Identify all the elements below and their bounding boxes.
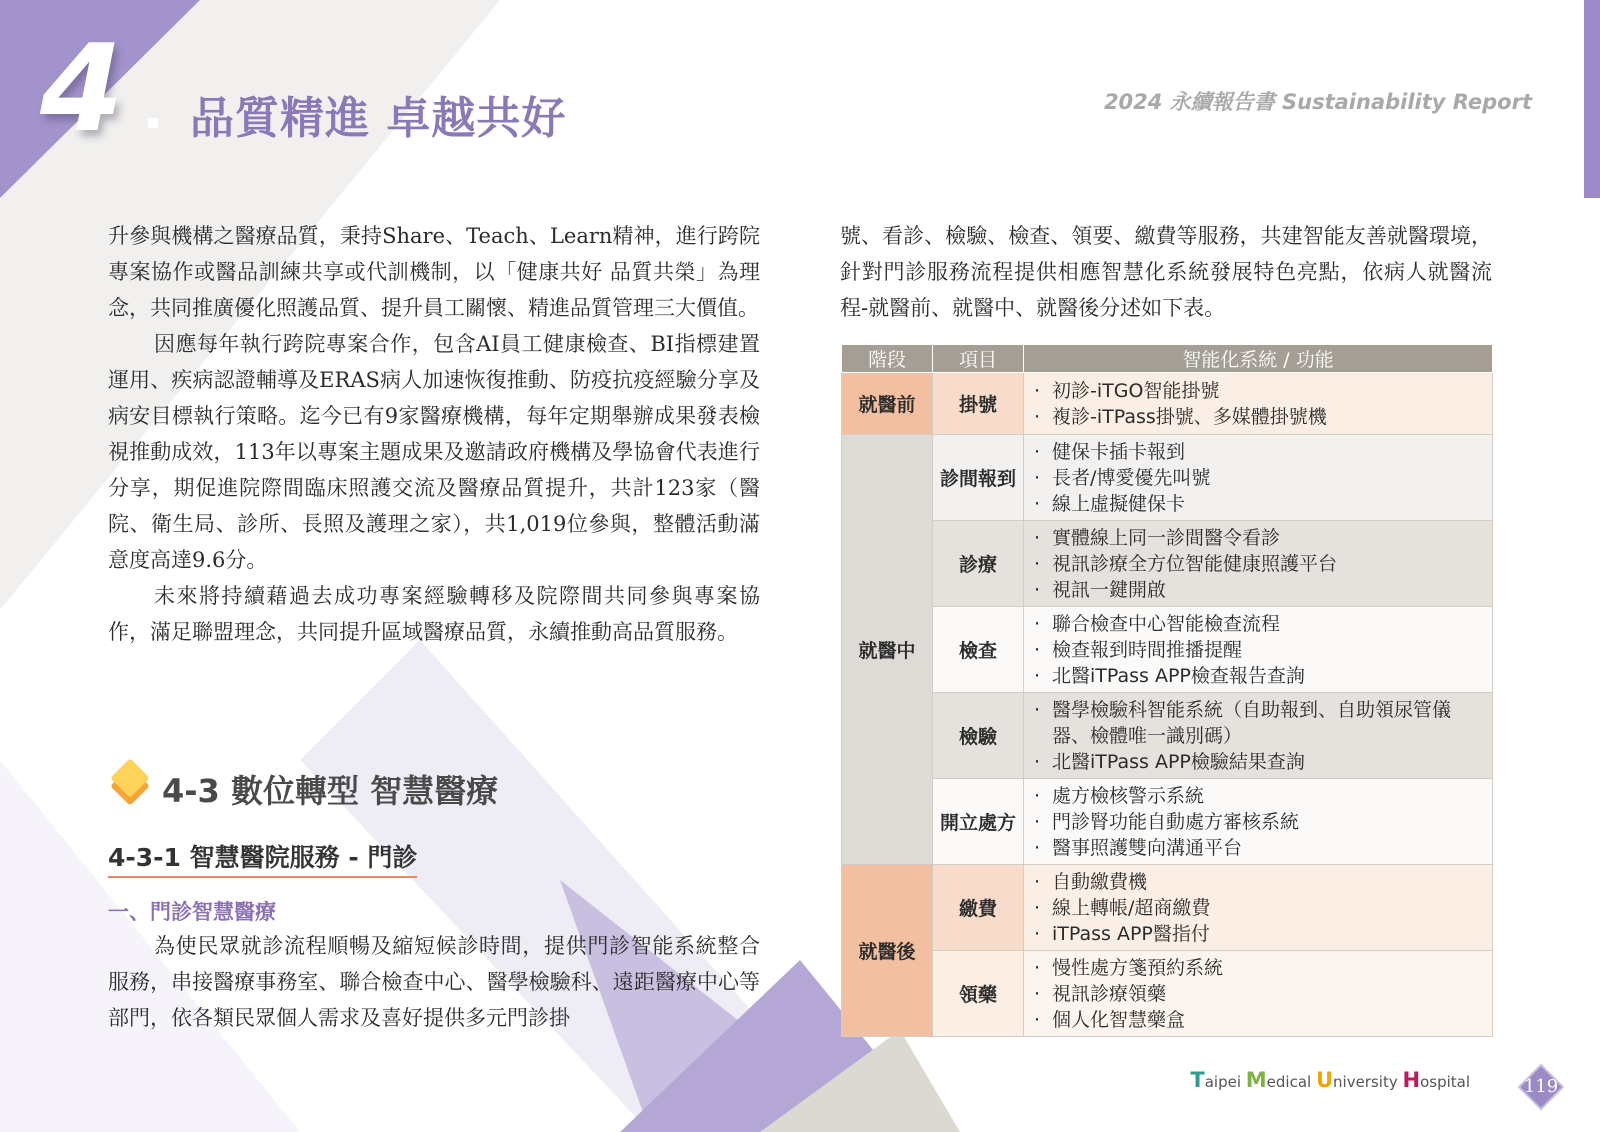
item-cell: 繳費 <box>933 865 1024 951</box>
bullet: ‧ <box>1034 750 1041 773</box>
bullet: ‧ <box>1034 664 1041 687</box>
subsection-title: 4-3-1 智慧醫院服務 - 門診 <box>108 838 417 878</box>
paragraph: 為使民眾就診流程順暢及縮短候診時間，提供門診智能系統整合服務，串接醫療事務室、聯合檢查中心、醫學檢驗科、遠距醫療中心等部門，依各類民眾個人需求及喜好提供多元門診掛 <box>108 934 760 1030</box>
bullet: ‧ <box>1034 405 1041 428</box>
feature-text: 視訊一鍵開啟 <box>1052 578 1167 601</box>
feature-item <box>1034 981 1488 1007</box>
feature-text: 個人化智慧藥盒 <box>1052 1008 1186 1031</box>
header-stage: 階段 <box>842 345 933 373</box>
feature-text: 檢查報到時間推播提醒 <box>1052 638 1243 661</box>
stage-cell: 就醫前 <box>842 373 933 435</box>
feature-item <box>1034 404 1488 430</box>
stage-cell: 就醫中 <box>842 435 933 865</box>
bullet: ‧ <box>1034 638 1041 661</box>
feature-item <box>1034 525 1488 551</box>
brand-word: aipei <box>1204 1073 1246 1091</box>
table-row <box>842 435 1493 521</box>
feature-cell <box>1024 521 1493 607</box>
feature-cell <box>1024 779 1493 865</box>
stage-cell: 就醫後 <box>842 865 933 1037</box>
feature-cell <box>1024 865 1493 951</box>
feature-item <box>1034 749 1488 775</box>
feature-item <box>1034 551 1488 577</box>
feature-item <box>1034 465 1488 491</box>
bullet: ‧ <box>1034 578 1041 601</box>
table-row <box>842 607 1493 693</box>
feature-text: 視訊診療全方位智能健康照護平台 <box>1052 552 1338 575</box>
table-row <box>842 865 1493 951</box>
feature-text: 初診-iTGO智能掛號 <box>1052 379 1220 402</box>
brand-initial: M <box>1245 1068 1267 1092</box>
smart-service-table <box>841 344 1493 1037</box>
paragraph: 升參與機構之醫療品質，秉持Share、Teach、Learn精神，進行跨院專案協作或醫品訓練共享或代訓機制，以「健康共好 品質共榮」為理念，共同推廣優化照護品質、提升員工關懷、精進品質管理三大價值。 <box>108 224 760 320</box>
feature-item <box>1034 835 1488 861</box>
bullet: ‧ <box>1034 492 1041 515</box>
feature-item <box>1034 869 1488 895</box>
item-cell: 開立處方 <box>933 779 1024 865</box>
feature-list <box>1024 952 1492 1036</box>
feature-text: 自動繳費機 <box>1052 870 1148 893</box>
edge-tab <box>1584 0 1600 198</box>
feature-item <box>1034 1007 1488 1033</box>
bullet: ‧ <box>1034 552 1041 575</box>
feature-list <box>1024 608 1492 692</box>
brand-initial: U <box>1315 1068 1334 1092</box>
item-cell: 檢查 <box>933 607 1024 693</box>
feature-list <box>1024 436 1492 520</box>
feature-item <box>1034 955 1488 981</box>
table-row <box>842 693 1493 779</box>
feature-item <box>1034 491 1488 517</box>
feature-text: 健保卡插卡報到 <box>1052 440 1186 463</box>
feature-item <box>1034 577 1488 603</box>
item-cell: 掛號 <box>933 373 1024 435</box>
bullet: ‧ <box>1034 1008 1041 1031</box>
bullet: ‧ <box>1034 784 1041 807</box>
feature-text: 線上轉帳/超商繳費 <box>1052 896 1211 919</box>
item-cell: 診間報到 <box>933 435 1024 521</box>
header-item: 項目 <box>933 345 1024 373</box>
feature-item <box>1034 895 1488 921</box>
feature-list <box>1024 522 1492 606</box>
bullet: ‧ <box>1034 526 1041 549</box>
brand-word: ospital <box>1420 1073 1470 1091</box>
feature-item <box>1034 378 1488 404</box>
right-column <box>840 218 1492 326</box>
bullet: ‧ <box>1034 982 1041 1005</box>
paragraph: 因應每年執行跨院專案合作，包含AI員工健康檢查、BI指標建置運用、疾病認證輔導及ERAS病人加速恢復推動、防疫抗疫經驗分享及病安目標執行策略。迄今已有9家醫療機構，每年定期舉辦成果發表檢視推動成效，113年以專案主題成果及邀請政府機構及學協會代表進行分享，期促進院際間臨床照護交流及醫療品質提升，共計123家（醫院、衛生局、診所、長照及護理之家），共1,019位參與，整體活動滿意度高達9.6分。 <box>108 332 760 572</box>
brand-initial: H <box>1402 1068 1421 1092</box>
chapter-dot <box>148 118 158 128</box>
left-column-bottom <box>108 928 760 1036</box>
table-row <box>842 521 1493 607</box>
feature-item <box>1034 921 1488 947</box>
subsubsection-title: 一、門診智慧醫療 <box>108 900 276 924</box>
bullet: ‧ <box>1034 870 1041 893</box>
item-cell: 診療 <box>933 521 1024 607</box>
feature-text: 視訊診療領藥 <box>1052 982 1167 1005</box>
bullet: ‧ <box>1034 612 1041 635</box>
bullet: ‧ <box>1034 896 1041 919</box>
bullet: ‧ <box>1034 698 1041 721</box>
feature-item <box>1034 663 1488 689</box>
table-row <box>842 779 1493 865</box>
left-column <box>108 218 760 650</box>
feature-item <box>1034 439 1488 465</box>
brand-word: niversity <box>1333 1073 1403 1091</box>
feature-text: iTPass APP醫指付 <box>1052 922 1210 945</box>
feature-text: 醫學檢驗科智能系統（自助報到、自助領尿管儀器、檢體唯一識別碼） <box>1052 698 1452 747</box>
feature-text: 實體線上同一診間醫令看診 <box>1052 526 1281 549</box>
feature-list <box>1024 694 1492 778</box>
section-heading <box>108 762 498 816</box>
section-title: 4-3 數位轉型 智慧醫療 <box>162 772 499 810</box>
paragraph: 號、看診、檢驗、檢查、領要、繳費等服務，共建智能友善就醫環境，針對門診服務流程提供相應智慧化系統發展特色亮點，依病人就醫流程-就醫前、就醫中、就醫後分述如下表。 <box>840 224 1492 320</box>
feature-text: 慢性處方箋預約系統 <box>1052 956 1224 979</box>
item-cell: 檢驗 <box>933 693 1024 779</box>
table-row <box>842 951 1493 1037</box>
chapter-number: 4 <box>40 20 120 159</box>
report-title: 2024 永續報告書 Sustainability Report <box>1103 90 1532 114</box>
feature-text: 複診-iTPass掛號、多媒體掛號機 <box>1052 405 1327 428</box>
feature-cell <box>1024 693 1493 779</box>
bullet: ‧ <box>1034 379 1041 402</box>
item-cell: 領藥 <box>933 951 1024 1037</box>
bullet: ‧ <box>1034 810 1041 833</box>
feature-text: 聯合檢查中心智能檢查流程 <box>1052 612 1281 635</box>
table-row <box>842 373 1493 435</box>
feature-text: 長者/博愛優先叫號 <box>1052 466 1211 489</box>
feature-item <box>1034 783 1488 809</box>
feature-text: 醫事照護雙向溝通平台 <box>1052 836 1243 859</box>
feature-item <box>1034 611 1488 637</box>
feature-cell <box>1024 951 1493 1037</box>
feature-list <box>1024 375 1492 433</box>
bullet: ‧ <box>1034 440 1041 463</box>
table-header-row <box>842 345 1493 373</box>
bullet: ‧ <box>1034 836 1041 859</box>
brand-initial: T <box>1190 1068 1205 1092</box>
page-number: 119 <box>1523 1076 1559 1097</box>
header-feature: 智能化系統 / 功能 <box>1024 345 1493 373</box>
bullet: ‧ <box>1034 922 1041 945</box>
feature-text: 處方檢核警示系統 <box>1052 784 1205 807</box>
feature-text: 北醫iTPass APP檢驗結果查詢 <box>1052 750 1305 773</box>
bullet: ‧ <box>1034 466 1041 489</box>
feature-item <box>1034 809 1488 835</box>
diamond-icon <box>108 762 152 816</box>
hospital-brand <box>1190 1068 1470 1092</box>
feature-item <box>1034 697 1488 749</box>
feature-cell <box>1024 435 1493 521</box>
feature-list <box>1024 780 1492 864</box>
bullet: ‧ <box>1034 956 1041 979</box>
paragraph: 未來將持續藉過去成功專案經驗轉移及院際間共同參與專案協作，滿足聯盟理念，共同提升區域醫療品質，永續推動高品質服務。 <box>108 584 760 644</box>
feature-text: 線上虛擬健保卡 <box>1052 492 1186 515</box>
feature-cell <box>1024 373 1493 435</box>
chapter-title: 品質精進 卓越共好 <box>190 93 567 144</box>
feature-list <box>1024 866 1492 950</box>
feature-text: 北醫iTPass APP檢查報告查詢 <box>1052 664 1305 687</box>
feature-cell <box>1024 607 1493 693</box>
brand-word: edical <box>1266 1073 1316 1091</box>
feature-text: 門診腎功能自動處方審核系統 <box>1052 810 1300 833</box>
feature-item <box>1034 637 1488 663</box>
